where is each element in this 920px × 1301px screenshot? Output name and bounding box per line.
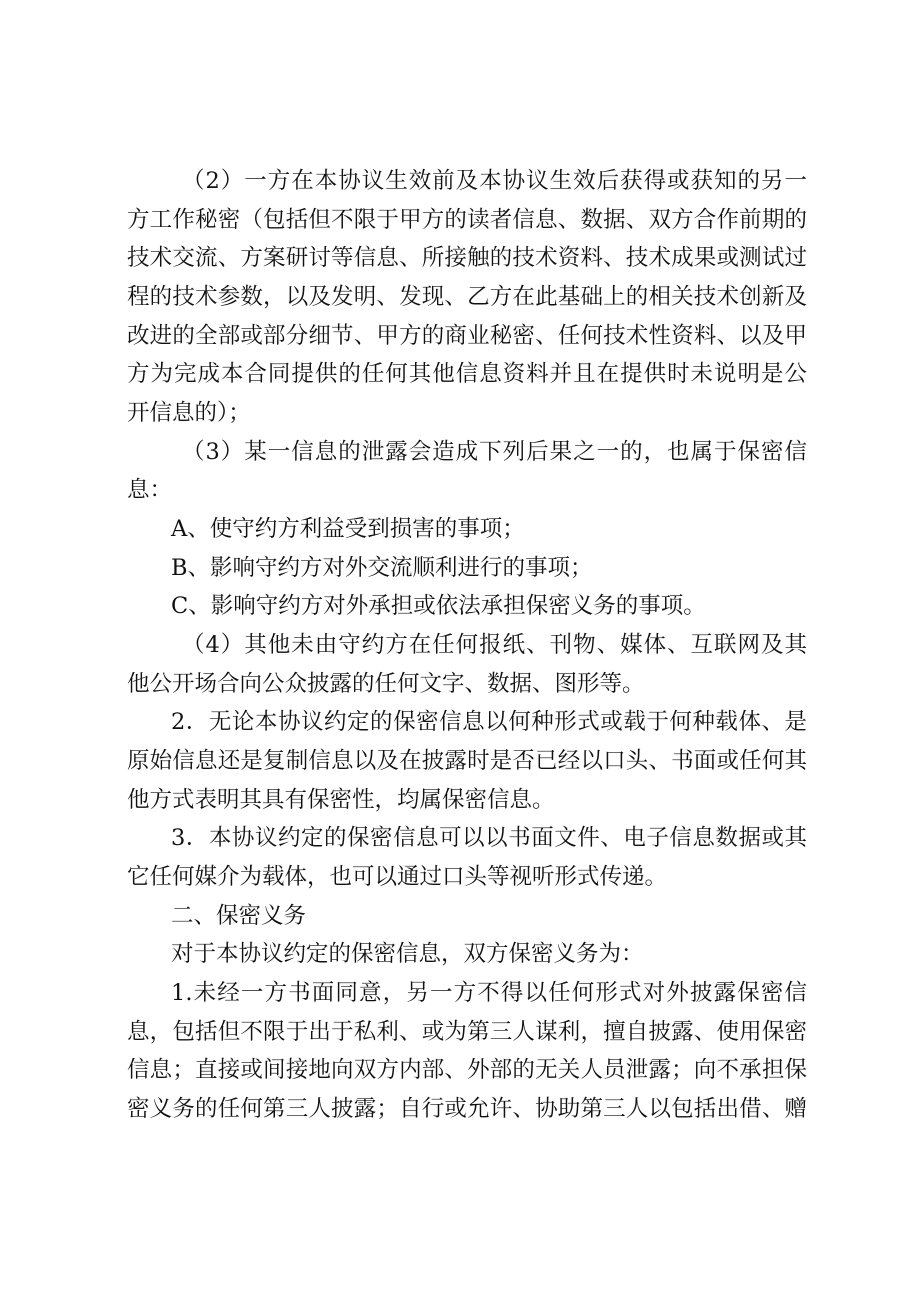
text-line-item2-start: （2）一方在本协议生效前及本协议生效后获得或获知的另一 (182, 168, 807, 194)
text-line: 方工作秘密（包括但不限于甲方的读者信息、数据、双方合作前期的 (127, 207, 807, 233)
section-heading: 二、保密义务 (171, 903, 307, 929)
clause-2-start: 2．无论本协议约定的保密信息以何种形式或载于何种载体、是 (171, 709, 807, 735)
text-line: 他方式表明其具有保密性，均属保密信息。 (127, 787, 555, 813)
text-line: 他公开场合向公众披露的任何文字、数据、图形等。 (127, 671, 645, 697)
obligation-1-start: 1.未经一方书面同意，另一方不得以任何形式对外披露保密信 (171, 980, 807, 1006)
text-line: 密义务的任何第三人披露；自行或允许、协助第三人以包括出借、赠 (127, 1096, 807, 1122)
text-line: 它任何媒介为载体，也可以通过口头等视听形式传递。 (127, 864, 668, 890)
text-line: 原始信息还是复制信息以及在披露时是否已经以口头、书面或任何其 (127, 748, 807, 774)
clause-3-start: 3．本协议约定的保密信息可以以书面文件、电子信息数据或其 (171, 825, 807, 851)
section-intro: 对于本协议约定的保密信息，双方保密义务为： (171, 941, 644, 967)
text-line: 改进的全部或部分细节、甲方的商业秘密、任何技术性资料、以及甲 (127, 323, 807, 349)
list-item-c: C、影响守约方对外承担或依法承担保密义务的事项。 (171, 593, 706, 619)
text-line: 技术交流、方案研讨等信息、所接触的技术资料、技术成果或测试过 (127, 245, 807, 271)
text-line-item4-start: （4）其他未由守约方在任何报纸、刊物、媒体、互联网及其 (182, 632, 807, 658)
text-line: 信息；直接或间接地向双方内部、外部的无关人员泄露；向不承担保 (127, 1057, 807, 1083)
text-line-item3-start: （3）某一信息的泄露会造成下列后果之一的，也属于保密信 (182, 439, 807, 465)
text-line: 息： (127, 477, 173, 503)
list-item-a: A、使守约方利益受到损害的事项； (171, 516, 525, 542)
text-line: 方为完成本合同提供的任何其他信息资料并且在提供时未说明是公 (127, 361, 807, 387)
text-line: 息，包括但不限于出于私利、或为第三人谋利，擅自披露、使用保密 (127, 1019, 807, 1045)
list-item-b: B、影响守约方对外交流顺利进行的事项； (171, 555, 593, 581)
text-line: 程的技术参数，以及发明、发现、乙方在此基础上的相关技术创新及 (127, 284, 807, 310)
text-line: 开信息的）； (127, 400, 251, 426)
